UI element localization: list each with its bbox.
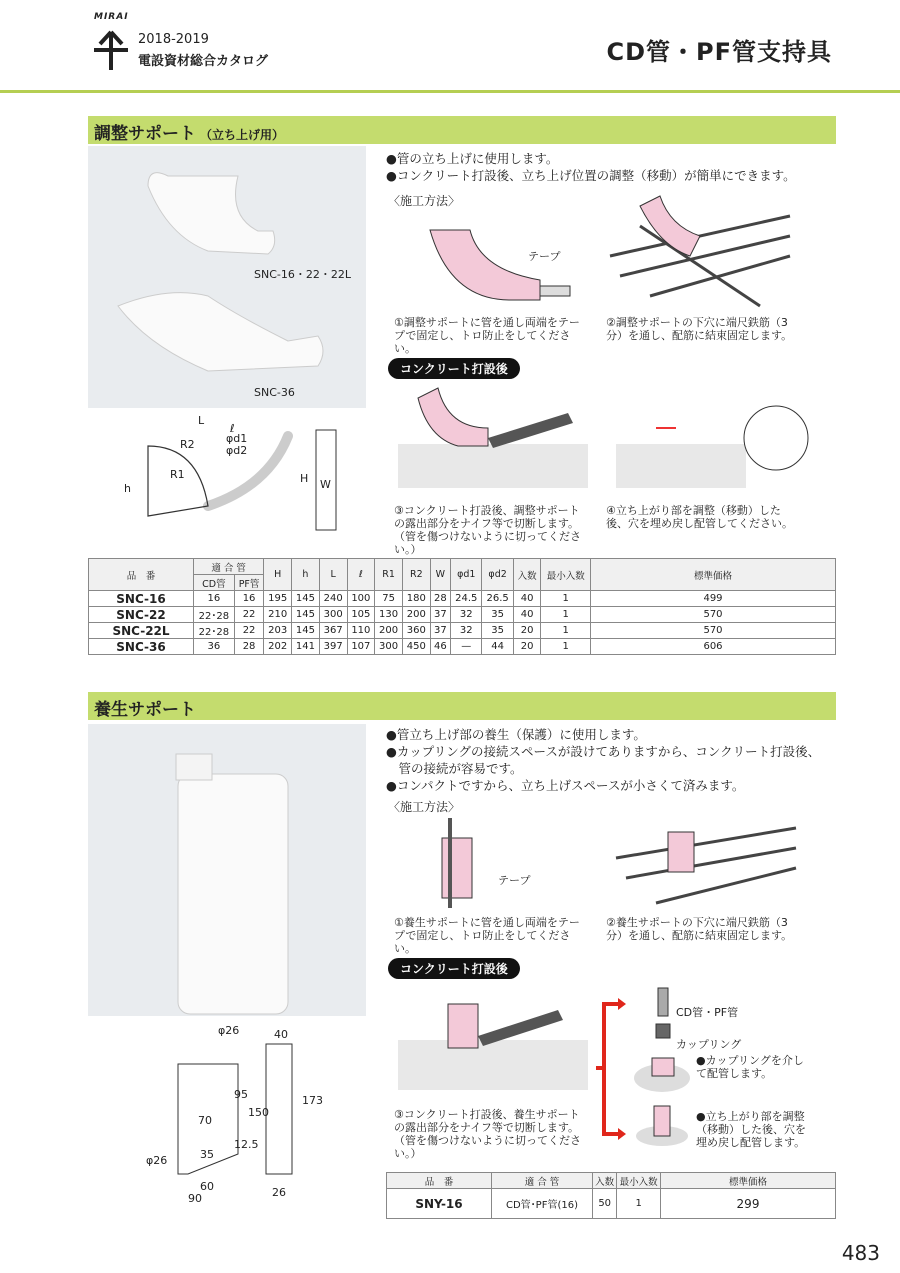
step2-text: ②調整サポートの下穴に端尺鉄筋（3分）を通し、配筋に結束固定します。	[606, 316, 793, 342]
bullet-item: ●管立ち上げ部の養生（保護）に使用します。	[386, 727, 646, 742]
table-cell: SNC-36	[89, 639, 194, 655]
th-L: L	[319, 559, 347, 591]
dim-label-L: L	[198, 414, 205, 427]
table-cell: SNC-22	[89, 607, 194, 623]
section1-bullets	[386, 150, 796, 184]
table-cell: 1	[541, 639, 591, 655]
table-cell: 50	[593, 1189, 617, 1219]
table-cell: 46	[430, 639, 450, 655]
product-photo-panel	[88, 146, 366, 546]
th-pf: PF管	[234, 575, 264, 591]
table-cell: 107	[347, 639, 375, 655]
table-cell: SNY-16	[387, 1189, 492, 1219]
th-R2: R2	[402, 559, 430, 591]
dim-label-d1: φd1	[226, 432, 248, 445]
table-cell: 200	[402, 607, 430, 623]
section2-bullets	[386, 726, 820, 794]
step1-illustration	[430, 818, 550, 908]
header-rule	[0, 90, 900, 93]
th-min-qty: 最小入数	[617, 1173, 661, 1189]
th-compatible: 適 合 管	[492, 1173, 593, 1189]
bullet-item: ●カップリングの接続スペースが設けてありますから、コンクリート打設後、	[386, 744, 821, 759]
red-bracket-arrow	[596, 994, 636, 1144]
dim-70: 70	[198, 1114, 212, 1127]
section-title-bar	[88, 116, 836, 144]
snc-spec-table	[88, 558, 836, 655]
dim-label-R1: R1	[170, 468, 185, 481]
page-header	[0, 0, 900, 92]
dim-60: 60	[200, 1180, 214, 1193]
table-cell: 26.5	[482, 591, 513, 607]
table-cell: 22･28	[194, 607, 235, 623]
product-illustration	[88, 724, 366, 1224]
table-cell: 202	[264, 639, 292, 655]
bullet-item: 管の接続が容易です。	[386, 761, 523, 776]
dim-35: 35	[200, 1148, 214, 1161]
dim-label-l: ℓ	[230, 422, 235, 435]
photo-label-snc16: SNC-16・22・22L	[254, 268, 351, 281]
tape-label: テープ	[498, 874, 531, 887]
table-cell: 210	[264, 607, 292, 623]
mirai-logo	[86, 14, 136, 72]
table-cell: 240	[319, 591, 347, 607]
table-cell: —	[451, 639, 482, 655]
dim-label-H: H	[300, 472, 309, 485]
table-cell: 130	[375, 607, 403, 623]
dim-150: 150	[248, 1106, 269, 1119]
table-cell: 141	[292, 639, 320, 655]
table-cell: 28	[234, 639, 264, 655]
table-cell: 299	[661, 1189, 836, 1219]
th-R1: R1	[375, 559, 403, 591]
method-title: 〈施工方法〉	[388, 800, 461, 814]
table-cell: 36	[194, 639, 235, 655]
th-l: ℓ	[347, 559, 375, 591]
step4-illustration	[616, 388, 806, 488]
table-cell: CD管･PF管(16)	[492, 1189, 593, 1219]
section-title: 養生サポート	[94, 700, 196, 720]
step2-illustration	[616, 808, 796, 908]
th-d2: φd2	[482, 559, 513, 591]
page-number: 483	[841, 1241, 880, 1265]
bullet-item: ●コンクリート打設後、立ち上げ位置の調整（移動）が簡単にできます。	[386, 168, 796, 183]
step3-illustration	[398, 990, 588, 1090]
page-title: CD管・PF管支持具	[606, 38, 832, 66]
table-cell: 24.5	[451, 591, 482, 607]
table-cell: 40	[513, 591, 541, 607]
dim-label-R2: R2	[180, 438, 195, 451]
dim-173: 173	[302, 1094, 323, 1107]
dim-d26-side: φ26	[146, 1154, 168, 1167]
table-cell: 20	[513, 623, 541, 639]
table-cell: SNC-16	[89, 591, 194, 607]
note-coupling: ●カップリングを介して配管します。	[696, 1054, 804, 1080]
table-cell: 180	[402, 591, 430, 607]
table-cell: 44	[482, 639, 513, 655]
table-cell: 75	[375, 591, 403, 607]
table-cell: 35	[482, 607, 513, 623]
table-cell: 570	[591, 623, 836, 639]
dim-d26-top: φ26	[218, 1024, 240, 1037]
step2-text: ②養生サポートの下穴に端尺鉄筋（3分）を通し、配筋に結束固定します。	[606, 916, 793, 942]
th-W: W	[430, 559, 450, 591]
table-cell: 195	[264, 591, 292, 607]
th-min-qty: 最小入数	[541, 559, 591, 591]
catalog-name: 電設資材総合カタログ	[138, 54, 269, 69]
table-cell: 360	[402, 623, 430, 639]
step3-illustration	[398, 388, 588, 488]
section-title-bar	[88, 692, 836, 720]
table-cell: 145	[292, 591, 320, 607]
dim-label-W: W	[320, 478, 331, 491]
table-cell: 16	[194, 591, 235, 607]
table-cell: 499	[591, 591, 836, 607]
th-H: H	[264, 559, 292, 591]
table-cell: 20	[513, 639, 541, 655]
dim-12-5: 12.5	[234, 1138, 259, 1151]
label-coupling: カップリング	[676, 1038, 742, 1051]
label-cd-pf-pipe: CD管・PF管	[676, 1006, 739, 1019]
step1-text: ①養生サポートに管を通し両端をテープで固定し、トロ防止をしてください。	[394, 916, 580, 955]
table-cell: 22	[234, 623, 264, 639]
table-cell: 100	[347, 591, 375, 607]
brand-name: MIRAI	[94, 12, 129, 22]
table-cell: 28	[430, 591, 450, 607]
table-cell: 40	[513, 607, 541, 623]
step3-text: ③コンクリート打設後、調整サポートの露出部分をナイフ等で切断します。（管を傷つけないように切ってください。）	[394, 504, 581, 556]
table-cell: 203	[264, 623, 292, 639]
step4-text: ④立ち上がり部を調整（移動）した後、穴を埋め戻し配管してください。	[606, 504, 793, 530]
th-part-no: 品 番	[387, 1173, 492, 1189]
table-cell: 105	[347, 607, 375, 623]
table-cell: 367	[319, 623, 347, 639]
dim-label-h: h	[124, 482, 131, 495]
table-cell: 570	[591, 607, 836, 623]
table-cell: 145	[292, 607, 320, 623]
th-qty: 入数	[513, 559, 541, 591]
table-cell: 37	[430, 623, 450, 639]
step1-text: ①調整サポートに管を通し両端をテープで固定し、トロ防止をしてください。	[394, 316, 580, 355]
dim-26: 26	[272, 1186, 286, 1199]
bullet-item: ●管の立ち上げに使用します。	[386, 151, 559, 166]
step1-illustration	[400, 210, 600, 320]
table-row	[89, 623, 836, 639]
step2-illustration	[610, 196, 790, 306]
table-cell: 1	[617, 1189, 661, 1219]
photo-label-snc36: SNC-36	[254, 386, 295, 399]
table-cell: 110	[347, 623, 375, 639]
table-cell: 300	[375, 639, 403, 655]
table-cell: 22･28	[194, 623, 235, 639]
dim-label-d2: φd2	[226, 444, 248, 457]
bullet-item: ●コンパクトですから、立ち上げスペースが小さくて済みます。	[386, 778, 745, 793]
tape-label: テープ	[528, 250, 561, 263]
table-cell: 32	[451, 623, 482, 639]
table-cell: 22	[234, 607, 264, 623]
table-cell: 145	[292, 623, 320, 639]
table-cell: 397	[319, 639, 347, 655]
step3-text: ③コンクリート打設後、養生サポートの露出部分をナイフ等で切断します。（管を傷つけないように切ってください。）	[394, 1108, 581, 1160]
method-title: 〈施工方法〉	[388, 194, 461, 208]
table-cell: 1	[541, 607, 591, 623]
section-title: 調整サポート	[94, 124, 196, 144]
note-adjust: ●立ち上がり部を調整（移動）した後、穴を埋め戻し配管します。	[696, 1110, 806, 1149]
table-row	[89, 607, 836, 623]
product-photo-panel	[88, 724, 366, 1226]
th-compatible: 適 合 管	[194, 559, 264, 575]
th-price: 標準価格	[591, 559, 836, 591]
after-pour-badge: コンクリート打設後	[388, 958, 520, 979]
section-subtitle: （立ち上げ用）	[200, 128, 285, 142]
table-row	[387, 1189, 836, 1219]
table-cell: 200	[375, 623, 403, 639]
table-cell: 1	[541, 591, 591, 607]
table-row	[89, 639, 836, 655]
th-qty: 入数	[593, 1173, 617, 1189]
table-row	[89, 591, 836, 607]
table-cell: 35	[482, 623, 513, 639]
sny-spec-table	[386, 1172, 836, 1219]
table-cell: 606	[591, 639, 836, 655]
th-d1: φd1	[451, 559, 482, 591]
dim-95: 95	[234, 1088, 248, 1101]
table-cell: 32	[451, 607, 482, 623]
dim-90: 90	[188, 1192, 202, 1205]
table-cell: 16	[234, 591, 264, 607]
dim-40: 40	[274, 1028, 288, 1041]
table-cell: SNC-22L	[89, 623, 194, 639]
table-cell: 300	[319, 607, 347, 623]
table-cell: 1	[541, 623, 591, 639]
table-cell: 450	[402, 639, 430, 655]
after-pour-badge: コンクリート打設後	[388, 358, 520, 379]
th-price: 標準価格	[661, 1173, 836, 1189]
th-h: h	[292, 559, 320, 591]
th-part-no: 品 番	[89, 559, 194, 591]
th-cd: CD管	[194, 575, 235, 591]
catalog-year: 2018-2019	[138, 32, 209, 47]
table-cell: 37	[430, 607, 450, 623]
